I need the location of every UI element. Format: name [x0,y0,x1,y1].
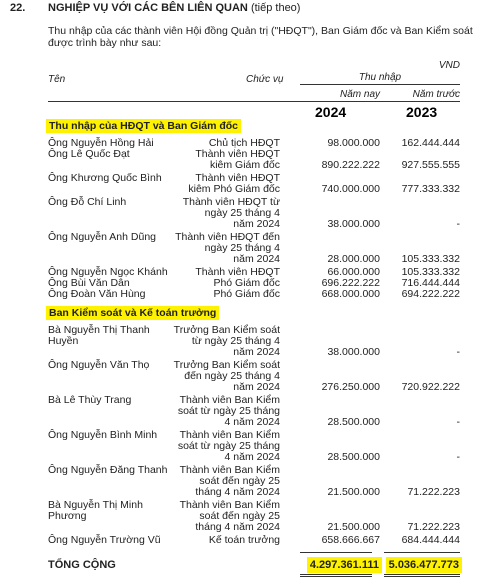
income-2024: 66.000.000 [327,266,380,278]
person-position: Thành viên HĐQT từ [182,196,280,208]
total-2024-underline-2 [300,576,372,577]
income-2023: - [456,416,460,428]
person-name: Ông Đoàn Văn Hùng [48,288,146,300]
person-position: kiêm Giám đốc [209,159,280,171]
section-title: NGHIỆP VỤ VỚI CÁC BÊN LIÊN QUAN [48,2,248,14]
group-title: Thu nhập của HĐQT và Ban Giám đốc [46,119,241,133]
person-position: tháng 4 năm 2024 [195,521,280,533]
income-2023: 716.444.444 [401,277,460,289]
income-2023: 694.222.222 [401,288,460,300]
person-position: Trưởng Ban Kiểm soát [173,324,280,336]
person-position: Chủ tịch HĐQT [208,137,280,149]
person-name: Ông Nguyễn Ngọc Khánh [48,266,168,278]
person-position: kiêm Phó Giám đốc [188,183,280,195]
income-2023: - [456,451,460,463]
person-position: Thành viên Ban Kiểm [179,464,280,476]
year-2023-label: 2023 [406,104,438,120]
header-underline [48,101,460,102]
income-2024: 21.500.000 [327,486,380,498]
group-title: Ban Kiểm soát và Kế toán trưởng [46,306,219,320]
person-position: ngày 25 tháng 4 [204,207,280,219]
person-position: Thành viên HĐQT [195,266,280,278]
person-position: Kế toán trưởng [208,534,280,546]
person-position: soát đến ngày 25 [199,475,280,487]
person-name: Bà Nguyễn Thị Minh [48,499,143,511]
person-position: tháng 4 năm 2024 [195,486,280,498]
income-2023: - [456,218,460,230]
person-name: Ông Nguyễn Đăng Thanh [48,464,168,476]
header-position: Chức vụ [246,74,284,85]
intro-line-1: Thu nhập của các thành viên Hội đồng Quản trị ("HĐQT"), Ban Giám đốc và Ban Kiểm soát [48,25,473,37]
income-2023: 105.333.332 [401,253,460,265]
income-2023: 71.222.223 [407,521,460,533]
income-2024: 740.000.000 [321,183,380,195]
income-2023: 105.333.332 [401,266,460,278]
person-position: Thành viên Ban Kiểm [179,429,280,441]
intro-line-2: được trình bày như sau: [48,37,162,49]
total-2024-underline-1 [300,574,372,575]
person-position: 4 năm 2024 [224,416,280,428]
income-2024: 696.222.222 [321,277,380,289]
person-name: Ông Đỗ Chí Linh [48,196,127,208]
income-2024: 38.000.000 [327,218,380,230]
income-2023: - [456,346,460,358]
person-position: ngày 25 tháng 4 [204,242,280,254]
person-position: 4 năm 2024 [224,451,280,463]
person-name: Ông Nguyễn Văn Thọ [48,359,150,371]
person-position: Thành viên HĐQT [195,172,280,184]
income-2023: 162.444.444 [401,137,460,149]
income-2023: 720.922.222 [401,381,460,393]
person-name: Ông Nguyễn Anh Dũng [48,231,156,243]
currency-label: VND [438,60,460,71]
total-2023-underline-2 [384,576,460,577]
person-position: soát từ ngày 25 tháng [177,405,280,417]
income-2024: 98.000.000 [327,137,380,149]
person-name: Huyền [48,335,79,347]
person-position: năm 2024 [233,218,280,230]
person-position: năm 2024 [233,381,280,393]
person-position: đến ngày 25 tháng 4 [184,370,280,382]
person-name: Bà Nguyễn Thị Thanh [48,324,150,336]
person-position: Thành viên HĐQT [195,148,280,160]
year-2024-label: 2024 [315,104,347,120]
header-prior-year: Năm trước [412,89,460,100]
income-2024: 890.222.222 [321,159,380,171]
income-2023: 71.222.223 [407,486,460,498]
person-name: Ông Nguyễn Hồng Hải [48,137,154,149]
income-2023: 684.444.444 [401,534,460,546]
total-2023-topline [384,552,460,553]
income-2024: 28.500.000 [327,416,380,428]
total-2024: 4.297.361.111 [307,557,382,573]
person-position: Thành viên HĐQT đến [175,231,280,243]
section-suffix: (tiếp theo) [250,2,301,14]
income-2024: 28.000.000 [327,253,380,265]
header-income: Thu nhập [358,72,402,83]
person-position: soát từ ngày 25 tháng [177,440,280,452]
person-position: Phó Giám đốc [213,277,280,289]
person-name: Ông Nguyễn Trường Vũ [48,534,161,546]
section-number: 22. [10,2,26,14]
income-2023: 777.333.332 [401,183,460,195]
income-underline [300,84,460,85]
person-position: năm 2024 [233,253,280,265]
header-current-year: Năm nay [339,89,380,100]
income-2024: 276.250.000 [321,381,380,393]
income-2024: 38.000.000 [327,346,380,358]
total-2024-topline [300,552,372,553]
person-position: Thành viên Ban Kiểm [179,394,280,406]
person-name: Ông Lê Quốc Đạt [48,148,130,160]
person-name: Ông Bùi Văn Dân [48,277,130,289]
person-position: từ ngày 25 tháng 4 [191,335,280,347]
person-position: năm 2024 [233,346,280,358]
total-2023: 5.036.477.773 [386,557,462,573]
person-position: Trưởng Ban Kiểm soát [173,359,280,371]
total-label: TỔNG CỘNG [48,559,116,571]
person-name: Bà Lê Thùy Trang [48,394,132,406]
total-2023-underline-1 [384,574,460,575]
person-name: Phương [48,510,87,522]
header-name: Tên [48,74,66,85]
person-name: Ông Nguyễn Bình Minh [48,429,158,441]
income-2024: 668.000.000 [321,288,380,300]
person-name: Ông Khương Quốc Bình [48,172,162,184]
section-heading [48,2,300,14]
income-2024: 28.500.000 [327,451,380,463]
person-position: Phó Giám đốc [213,288,280,300]
income-2024: 658.666.667 [321,534,380,546]
income-2023: 927.555.555 [401,159,460,171]
person-position: Thành viên Ban Kiểm [179,499,280,511]
person-position: soát đến ngày 25 [199,510,280,522]
income-2024: 21.500.000 [327,521,380,533]
